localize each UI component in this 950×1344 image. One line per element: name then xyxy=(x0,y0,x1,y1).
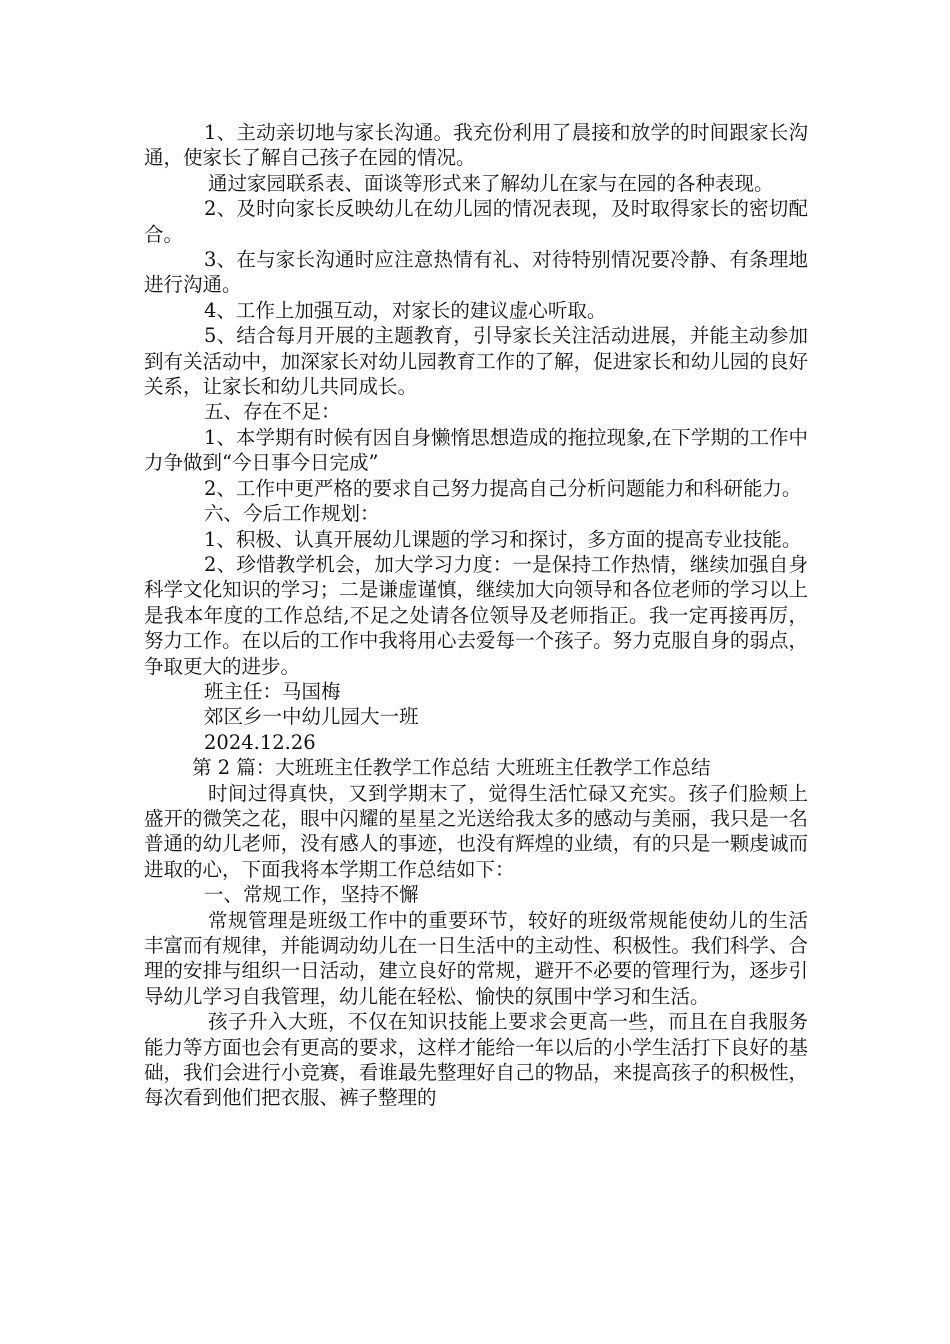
paragraph: 时间过得真快，又到学期末了，觉得生活忙碌又充实。孩子们脸颊上盛开的微笑之花，眼中闪耀的星星之光送给我太多的感动与美丽，我只是一名普通的幼儿老师，没有感人的事迹，也没有辉煌的业绩，有的只是一颗虔诚而进取的心，下面我将本学期工作总结如下： xyxy=(144,781,808,881)
section-heading: 一、常规工作，坚持不懈 xyxy=(204,883,419,907)
paragraph: 1、积极、认真开展幼儿课题的学习和探讨，多方面的提高专业技能。 xyxy=(204,527,802,551)
paragraph: 5、结合每月开展的主题教育，引导家长关注活动进展，并能主动参加到有关活动中，加深家长对幼儿园教育工作的了解，促进家长和幼儿园的良好关系，让家长和幼儿共同成长。 xyxy=(144,324,808,399)
signature-teacher: 班主任：马国梅 xyxy=(204,679,341,703)
paragraph: 常规管理是班级工作中的重要环节，较好的班级常规能使幼儿的生活丰富而有规律，并能调动幼儿在一日生活中的主动性、积极性。我们科学、合理的安排与组织一日活动，建立良好的常规，避开不必要的管理行为，逐步引导幼儿学习自我管理，幼儿能在轻松、愉快的氛围中学习和生活。 xyxy=(144,908,808,1008)
paragraph: 孩子升入大班，不仅在知识技能上要求会更高一些，而且在自我服务能力等方面也会有更高的要求，这样才能给一年以后的小学生活打下良好的基础，我们会进行小竞赛，看谁最先整理好自己的物品，来提高孩子的积极性，每次看到他们把衣服、裤子整理的 xyxy=(144,1010,808,1110)
signature-date: 2024.12.26 xyxy=(204,730,316,754)
paragraph: 4、工作上加强互动，对家长的建议虚心听取。 xyxy=(204,298,607,322)
paragraph: 1、本学期有时候有因自身懒惰思想造成的拖拉现象,在下学期的工作中力争做到“今日事今日完成” xyxy=(144,425,808,475)
document-page xyxy=(144,120,808,1111)
paragraph: 通过家园联系表、面谈等形式来了解幼儿在家与在园的各种表现。 xyxy=(208,171,774,195)
section-heading: 五、存在不足： xyxy=(204,400,341,424)
paragraph: 2、及时向家长反映幼儿在幼儿园的情况表现，及时取得家长的密切配合。 xyxy=(144,197,808,246)
section-title: 第 2 篇：大班班主任教学工作总结 大班班主任教学工作总结 xyxy=(192,756,711,780)
section-heading: 六、今后工作规划： xyxy=(204,502,380,526)
paragraph: 1、主动亲切地与家长沟通。我充份利用了晨接和放学的时间跟家长沟通，使家长了解自己孩子在园的情况。 xyxy=(144,121,808,170)
signature-school: 郊区乡一中幼儿园大一班 xyxy=(204,705,419,729)
paragraph: 2、工作中更严格的要求自己努力提高自己分析问题能力和科研能力。 xyxy=(204,476,802,500)
paragraph: 3、在与家长沟通时应注意热情有礼、对待特别情况要冷静、有条理地进行沟通。 xyxy=(144,248,808,297)
paragraph: 2、珍惜教学机会，加大学习力度：一是保持工作热情，继续加强自身科学文化知识的学习；二是谦虚谨慎，继续加大向领导和各位老师的学习以上是我本年度的工作总结,不足之处请各位领导及老师指正。我一定再接再厉，努力工作。在以后的工作中我将用心去爱每一个孩子。努力克服自身的弱点，争取更大的进步。 xyxy=(144,552,808,678)
